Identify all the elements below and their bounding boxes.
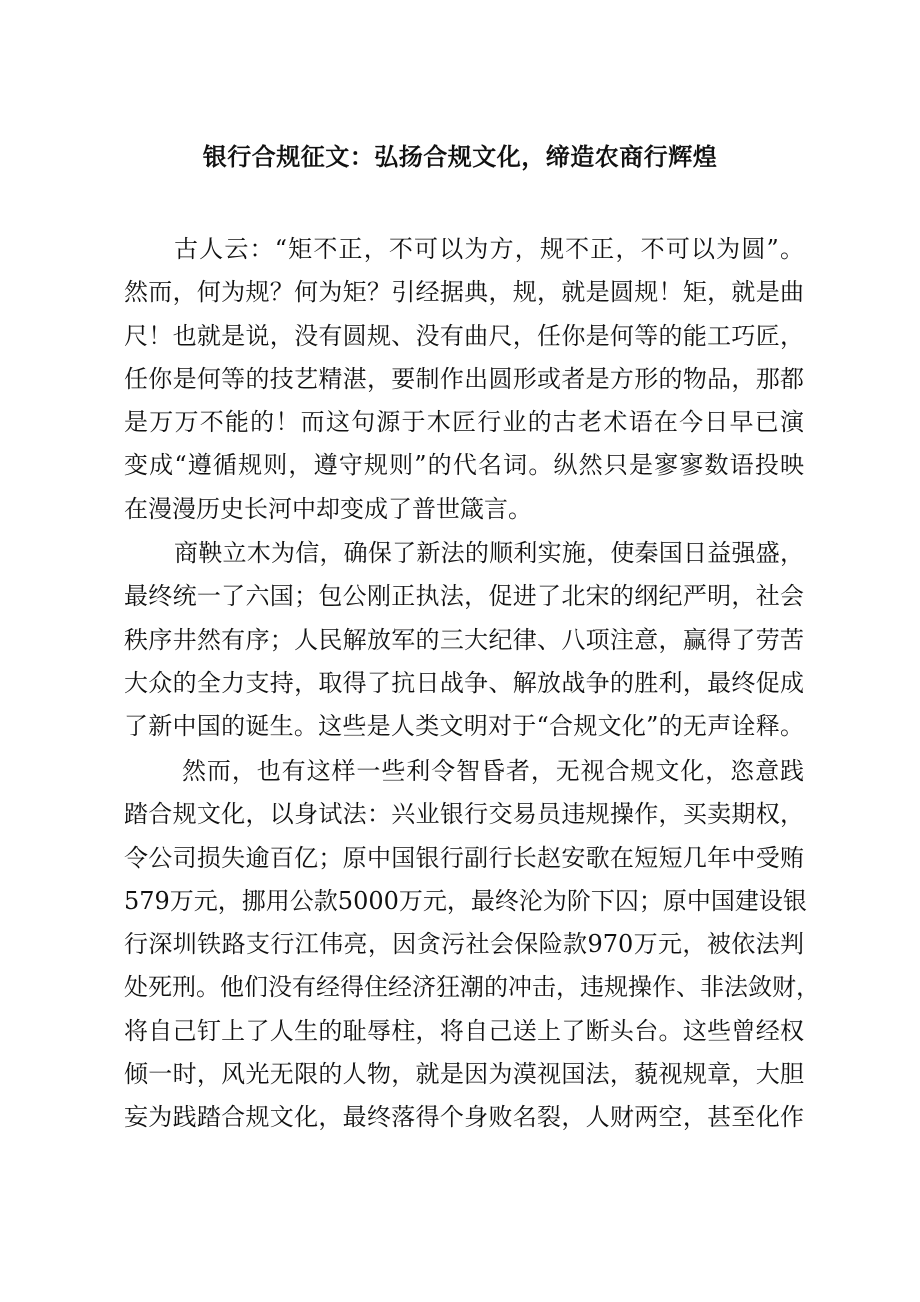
- paragraph-line: 商鞅立木为信，确保了新法的顺利实施，使秦国日益强盛，: [174, 539, 804, 567]
- paragraph-line: 秩序井然有序；人民解放军的三大纪律、八项注意，赢得了劳苦: [124, 625, 804, 654]
- paragraph-line: 然而，也有这样一些利令智昏者，无视合规文化，恣意践: [182, 757, 804, 785]
- paragraph-line: 妄为践踏合规文化，最终落得个身败名裂，人财两空，甚至化作: [124, 1103, 804, 1132]
- paragraph-line: 将自己钉上了人生的耻辱柱，将自己送上了断头台。这些曾经权: [124, 1016, 804, 1045]
- paragraph-line: 变成“遵循规则，遵守规则”的代名词。纵然只是寥寥数语投映: [124, 451, 804, 480]
- paragraph-line: 大众的全力支持，取得了抗日战争、解放战争的胜利，最终促成: [124, 668, 804, 697]
- paragraph-line: 最终统一了六国；包公刚正执法，促进了北宋的纲纪严明，社会: [124, 582, 804, 611]
- paragraph-line: 任你是何等的技艺精湛，要制作出圆形或者是方形的物品，那都: [124, 364, 804, 393]
- paragraph-3: [124, 750, 820, 1140]
- paragraph-line: 处死刑。他们没有经得住经济狂潮的冲击，违规操作、非法敛财，: [124, 973, 820, 1002]
- paragraph-1: [124, 228, 804, 531]
- paragraph-2: [124, 532, 804, 748]
- paragraph-line: 倾一时，风光无限的人物，就是因为漠视国法，藐视规章，大胆: [124, 1060, 804, 1089]
- paragraph-line: 在漫漫历史长河中却变成了普世箴言。: [124, 494, 532, 523]
- paragraph-line: 令公司损失逾百亿；原中国银行副行长赵安歌在短短几年中受贿: [124, 843, 804, 872]
- paragraph-line: 是万万不能的！而这句源于木匠行业的古老术语在今日早已演: [124, 408, 804, 437]
- paragraph-line: 尺！也就是说，没有圆规、没有曲尺，任你是何等的能工巧匠，: [124, 321, 804, 350]
- paragraph-line: 579万元，挪用公款5000万元，最终沦为阶下囚；原中国建设银: [124, 886, 807, 915]
- paragraph-line: 了新中国的诞生。这些是人类文明对于“合规文化”的无声诠释。: [124, 712, 804, 741]
- paragraph-line: 踏合规文化，以身试法：兴业银行交易员违规操作，买卖期权，: [124, 800, 804, 829]
- paragraph-line: 古人云：“矩不正，不可以为方，规不正，不可以为圆”。: [174, 235, 804, 263]
- document-title: 银行合规征文：弘扬合规文化，缔造农商行辉煌: [202, 143, 718, 171]
- paragraph-line: 行深圳铁路支行江伟亮，因贪污社会保险款970万元，被依法判: [124, 930, 804, 959]
- paragraph-line: 然而，何为规？何为矩？引经据典，规，就是圆规！矩，就是曲: [124, 278, 804, 307]
